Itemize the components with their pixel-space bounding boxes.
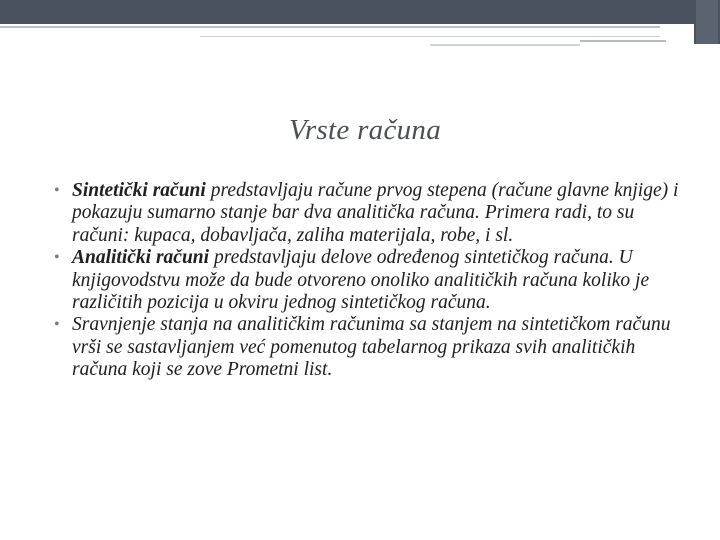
header-bar: [0, 0, 720, 24]
slide-title: Vrste računa: [288, 114, 442, 146]
decorative-rule: [200, 36, 660, 37]
bullet-item: [54, 247, 694, 314]
bullet-dot-icon: •: [54, 182, 60, 199]
bullet-text: predstavljaju delove određenog sintetičkog računa. U knjigovodstvu može da bude otvoreno onoliko analitičkih računa koliko je različitih pozicija u okviru jednog sintetičkog računa.: [72, 247, 650, 314]
bullet-term: Sintetički računi: [72, 180, 206, 201]
bullet-text: predstavljaju račune prvog stepena (račune glavne knjige) i pokazuju sumarno stanje bar dva analitička računa. Primera radi, to su računi: kupaca, dobavljača, zaliha materijala, robe, i sl.: [72, 180, 679, 246]
decorative-rule: [0, 26, 660, 28]
header-corner-accent: [694, 0, 720, 44]
decorative-rule: [430, 44, 580, 46]
bullet-dot-icon: •: [54, 249, 60, 267]
bullet-text: Sravnjenje stanja na analitičkim računima sa stanjem na sintetičkom računu vrši se sastavljanjem već pomenutog tabelarnog prikaza svih analitičkih računa koji se zove Prometni list.: [72, 314, 671, 381]
bullet-item: [54, 314, 694, 381]
decorative-rule: [580, 40, 666, 42]
bullet-list: [54, 180, 694, 382]
bullet-dot-icon: •: [54, 316, 60, 334]
bullet-item: [54, 180, 694, 247]
bullet-term: Analitički računi: [72, 247, 210, 269]
